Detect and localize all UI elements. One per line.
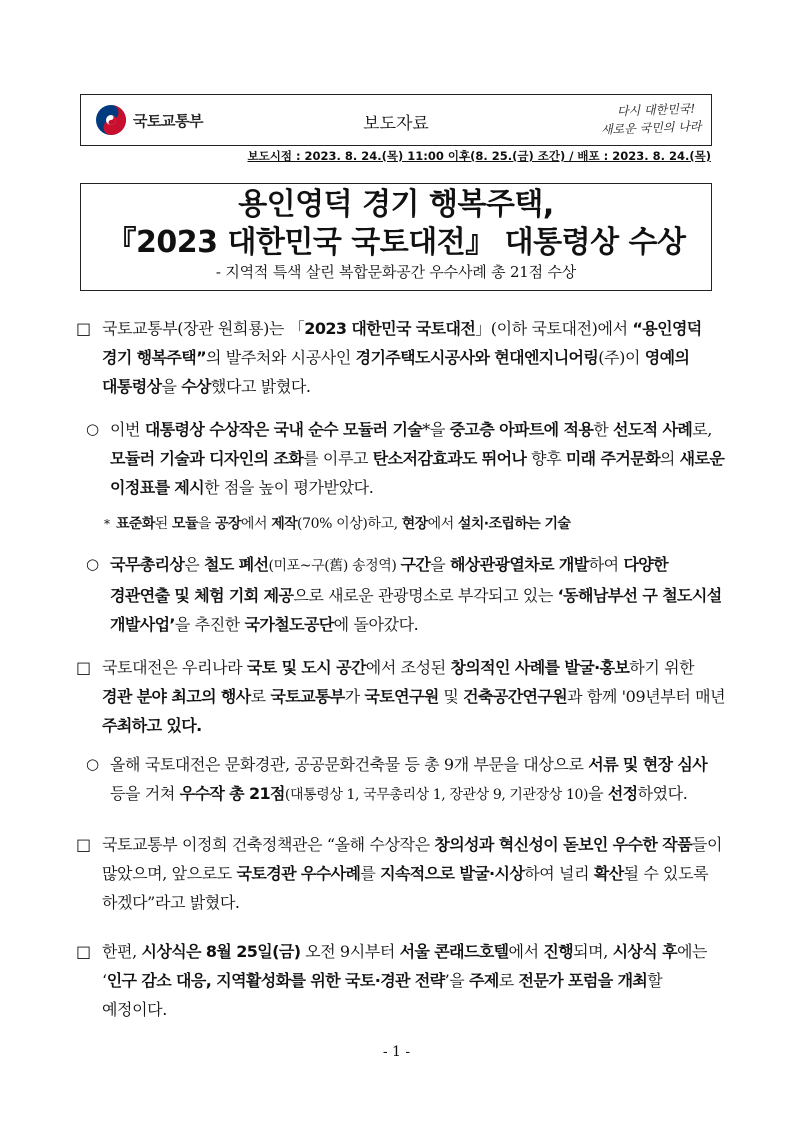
note-bullet-marker: *: [104, 517, 110, 531]
paragraph-text: [102, 314, 726, 401]
paragraph-gap: [76, 536, 726, 550]
paragraph-gap: [76, 639, 726, 653]
bold-text-run: 영예의 대통령상: [102, 348, 690, 396]
text-run: 올해 국토대전은 문화경관, 공공문화건축물 등 총 9개 부문을 대상으로: [110, 755, 589, 774]
text-run: 했다고 밝혔다.: [210, 377, 311, 396]
bold-text-run: 수상: [181, 377, 211, 396]
bold-text-run: 지속적으로 발굴·시상: [380, 864, 525, 883]
paragraph-text: [116, 512, 726, 536]
text-run: 될 수 있도록 하겠다”라고 밝혔다.: [102, 864, 709, 912]
text-run: 한: [593, 420, 613, 439]
bold-text-run: 표준화: [116, 516, 155, 532]
text-run: 하여 널리: [524, 864, 594, 883]
text-run: 을: [197, 516, 216, 532]
bold-text-run: 국토 및 도시 공간: [246, 658, 366, 677]
bold-text-run: 다양한 경관연출 및 체험 기회 제공: [110, 555, 669, 605]
bold-text-run: 경기주택도시공사와 현대엔지니어링: [355, 348, 599, 367]
circle-bullet-marker: ○: [86, 420, 99, 438]
bold-text-run: 대통령상 수상작은 국내 순수 모듈러 기술: [144, 420, 423, 439]
ministry-name: 국토교통부: [133, 111, 203, 130]
page-number: - 1 -: [382, 1044, 411, 1060]
paragraph-gap: [76, 810, 726, 830]
bold-text-run: 모듈러 기술과 디자인의 조화: [110, 449, 304, 468]
slogan-line-2: 새로운 국민의 나라: [600, 119, 702, 137]
embargo-line: 보도시점 : 2023. 8. 24.(목) 11:00 이후(8. 25.(금) 조간) / 배포 : 2023. 8. 24.(목): [247, 149, 711, 163]
bold-text-run: 국토연구원: [364, 687, 439, 706]
text-run: 로: [498, 971, 519, 990]
slogan: [569, 99, 701, 141]
bold-text-run: 국가철도공단: [244, 615, 334, 634]
paragraph-text: [110, 415, 726, 502]
paragraph-gap: [76, 401, 726, 415]
bold-text-run: 해상관광열차로 개발: [449, 555, 589, 574]
paragraph-text: [102, 830, 726, 917]
text-run: 를 이루고: [303, 449, 373, 468]
text-run: 을: [430, 555, 450, 574]
bold-text-run: 국토교통부: [270, 687, 345, 706]
bold-text-run: 서울 콘래드호텔: [399, 942, 509, 961]
bold-text-run: 설치·조립하는 기술: [457, 516, 571, 532]
bold-text-run: 국무총리상: [110, 555, 185, 574]
text-run: (대통령상 1, 국무총리상 1, 장관상 9, 기관장상 10): [284, 787, 589, 803]
paragraph-box: [76, 937, 726, 1024]
text-run: 에 돌아갔다.: [333, 615, 419, 634]
bold-text-run: 2023 대한민국 국토대전: [304, 319, 476, 338]
bold-text-run: 건축공간연구원: [463, 687, 568, 706]
text-run: 로: [250, 687, 271, 706]
bold-text-run: ‘동해남부선 구 철도시설 개발사업’: [110, 586, 722, 634]
bold-text-run: 철도 폐선: [204, 555, 269, 574]
bold-text-run: 제작: [271, 516, 298, 532]
text-run: 된: [154, 516, 172, 532]
header-box: [80, 94, 712, 146]
text-run: 오전 9시부터: [300, 942, 400, 961]
bold-text-run: 선도적 사례: [612, 420, 693, 439]
circle-bullet-marker: ○: [86, 555, 99, 573]
paragraph-circle: [76, 415, 726, 502]
text-run: (70% 이상)하고,: [297, 516, 402, 532]
text-run: 하여: [588, 555, 624, 574]
text-run: 되며,: [573, 942, 613, 961]
text-run: 국토교통부 이정희 건축정책관은 “올해 수상작은: [102, 835, 435, 854]
paragraph-text: [102, 937, 726, 1024]
bold-text-run: 국토경관 우수사례: [236, 864, 361, 883]
text-run: 에서: [427, 516, 458, 532]
text-run: 을: [588, 784, 608, 803]
paragraph-note: [76, 512, 726, 536]
bold-text-run: 구간: [400, 555, 431, 574]
bold-text-run: 창의적인 사례를 발굴·홍보: [450, 658, 630, 677]
bold-text-run: 서류 및 현장 심사: [588, 755, 708, 774]
text-run: (주)이: [598, 348, 645, 367]
text-run: 향후: [526, 449, 566, 468]
paragraph-gap: [76, 502, 726, 512]
paragraph-circle: [76, 550, 726, 639]
text-run: 를: [360, 864, 381, 883]
bold-text-run: “용인영덕 경기 행복주택”: [102, 319, 702, 367]
paragraph-box: [76, 653, 726, 740]
text-run: 하였다.: [637, 784, 688, 803]
text-run: 등을 거쳐: [110, 784, 180, 803]
text-run: 의: [659, 449, 680, 468]
text-run: 을: [161, 377, 182, 396]
bold-text-run: 우수작 총 21점: [179, 784, 285, 803]
bold-text-run: 인구 감소 대응, 지역활성화를 위한 국토·경관 전략: [106, 971, 445, 990]
bold-text-run: 창의성과 혁신성이 돋보인 우수한 작품: [434, 835, 692, 854]
bold-text-run: 탄소저감효과도 뛰어나: [372, 449, 527, 468]
text-run: 한편,: [102, 942, 142, 961]
box-bullet-marker: □: [76, 319, 91, 338]
paragraph-text: [110, 750, 726, 810]
text-run: *을: [422, 420, 450, 439]
bold-text-run: 경관 분야 최고의 행사: [102, 687, 251, 706]
text-run: (미포~구(舊) 송정역): [268, 558, 401, 574]
bold-text-run: 시상식은 8월 25일(금): [141, 942, 301, 961]
text-run: 로,: [692, 420, 712, 439]
text-run: 이번: [110, 420, 145, 439]
title-line-2: 『2023 대한민국 국토대전』 대통령상 수상: [106, 225, 686, 260]
bold-text-run: 새로운 이정표를 제시: [110, 449, 725, 497]
text-run: 에는 ‘: [102, 942, 708, 990]
text-run: 」(이하 국토대전)에서: [475, 319, 633, 338]
text-run: 에서 조성된: [365, 658, 451, 677]
bold-text-run: 주최하고 있다.: [102, 716, 202, 735]
paragraph-text: [110, 550, 726, 639]
bold-text-run: 시상식 후: [612, 942, 677, 961]
box-bullet-marker: □: [76, 835, 91, 854]
bold-text-run: 주제: [469, 971, 499, 990]
bold-text-run: 미래 주거문화: [565, 449, 660, 468]
box-bullet-marker: □: [76, 942, 91, 961]
text-run: 하기 위한: [629, 658, 695, 677]
paragraph-box: [76, 830, 726, 917]
bold-text-run: 전문가 포럼을 개최: [518, 971, 648, 990]
paragraph-circle: [76, 750, 726, 810]
text-run: 및: [438, 687, 464, 706]
bold-text-run: 모듈: [171, 516, 198, 532]
bold-text-run: 진행: [543, 942, 574, 961]
slogan-line-1: 다시 대한민국!: [616, 101, 696, 119]
paragraph-gap: [76, 740, 726, 750]
release-label: 보도자료: [363, 114, 429, 134]
text-run: 국토대전은 우리나라: [102, 658, 247, 677]
title-box: [80, 183, 712, 291]
paragraph-text: [102, 653, 726, 740]
text-run: 과 함께 '09년부터 매년: [567, 687, 726, 706]
text-run: 을 추진한: [174, 615, 245, 634]
text-run: 의 발주처와 시공사인: [206, 348, 356, 367]
title-line-1: 용인영덕 경기 행복주택,: [238, 187, 554, 222]
paragraph-box: [76, 314, 726, 401]
text-run: 으로 새로운 관광명소로 부각되고 있는: [293, 586, 558, 605]
circle-bullet-marker: ○: [86, 755, 99, 773]
box-bullet-marker: □: [76, 658, 91, 677]
text-run: ’을: [444, 971, 470, 990]
text-run: 할 예정이다.: [102, 971, 663, 1019]
text-run: 가: [344, 687, 365, 706]
text-run: 한 점을 높이 평가받았다.: [204, 478, 374, 497]
text-run: 에서: [508, 942, 544, 961]
bold-text-run: 중고층 아파트에 적용: [449, 420, 594, 439]
text-run: 들이 많았으며, 앞으로도: [102, 835, 723, 883]
body-content: [76, 314, 726, 1024]
text-run: 에서: [240, 516, 272, 532]
text-run: 은: [184, 555, 205, 574]
text-run: 국토교통부(장관 원희룡)는 「: [102, 319, 305, 338]
subtitle: - 지역적 특색 살린 복합문화공간 우수사례 총 21점 수상: [215, 263, 577, 281]
bold-text-run: 선정: [607, 784, 638, 803]
bold-text-run: 공장: [215, 516, 241, 532]
bold-text-run: 현장: [401, 516, 428, 532]
bold-text-run: 확산: [593, 864, 624, 883]
paragraph-gap: [76, 917, 726, 937]
